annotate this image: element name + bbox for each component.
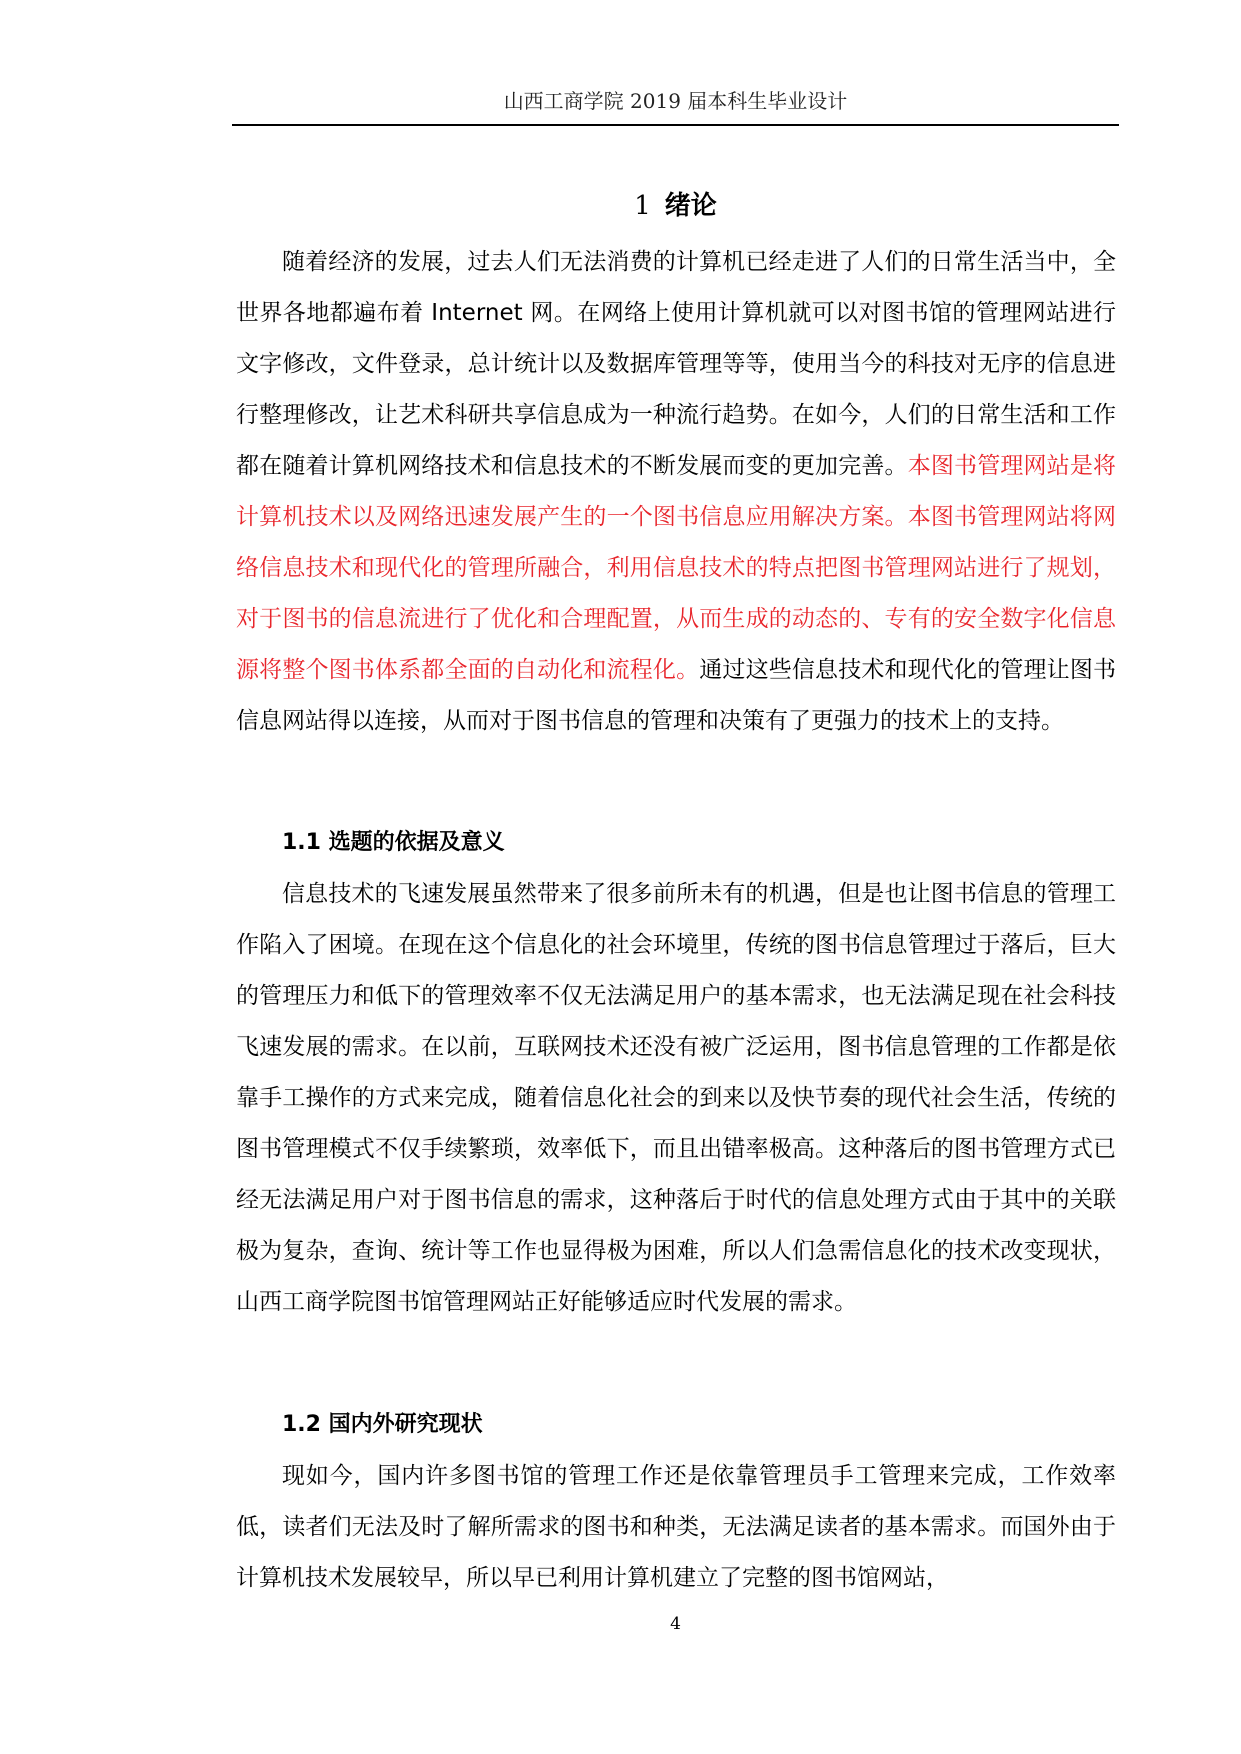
header-rule bbox=[232, 124, 1119, 126]
chapter-title bbox=[232, 186, 1119, 226]
chapter-title-text: 绪论 bbox=[664, 191, 717, 221]
section-1-1-title: 1.1 选题的依据及意义 bbox=[282, 830, 505, 855]
intro-text-c: 网。在网络上使用计算机就可以对图书馆的管理网站进行文字修改，文件登录，总计统计以及数据库管理等等，使用当今的科技对无序的信息进行整理修改，让艺术科研共享信息成为一种流行趋势。在如今，人们的日常生活和工作都在随着计算机网络技术和信息技术的不断发展而变的更加完善。 bbox=[236, 300, 1116, 479]
intro-paragraph bbox=[236, 237, 1116, 747]
section-1-1-paragraph: 信息技术的飞速发展虽然带来了很多前所未有的机遇，但是也让图书信息的管理工作陷入了困境。在现在这个信息化的社会环境里，传统的图书信息管理过于落后，巨大的管理压力和低下的管理效率不仅无法满足用户的基本需求，也无法满足现在社会科技飞速发展的需求。在以前，互联网技术还没有被广泛运用，图书信息管理的工作都是依靠手工操作的方式来完成，随着信息化社会的到来以及快节奏的现代社会生活，传统的图书管理模式不仅手续繁琐，效率低下，而且出错率极高。这种落后的图书管理方式已经无法满足用户对于图书信息的需求，这种落后于时代的信息处理方式由于其中的关联极为复杂，查询、统计等工作也显得极为困难，所以人们急需信息化的技术改变现状，山西工商学院图书馆管理网站正好能够适应时代发展的需求。 bbox=[236, 881, 1116, 1315]
intro-text-internet: Internet bbox=[431, 300, 523, 326]
section-1-2-title: 1.2 国内外研究现状 bbox=[282, 1412, 483, 1437]
intro-text-d: 通过这些信息技术和现代化的管理让图书信息网站得以连接，从而对于图书信息的管理和决策有了更强力的技术上的支持。 bbox=[236, 657, 1117, 734]
intro-text-a: 随着经济的发展，过去人们无法消费的计算机已经走进了人们的日常生活当中，全世界各地都遍布着 bbox=[236, 249, 1116, 326]
page-header: 山西工商学院 2019 届本科生毕业设计 bbox=[503, 89, 848, 113]
intro-highlighted-text: 本图书管理网站是将计算机技术以及网络迅速发展产生的一个图书信息应用解决方案。本图书管理网站将网络信息技术和现代化的管理所融合，利用信息技术的特点把图书管理网站进行了规划，对于图书的信息流进行了优化和合理配置，从而生成的动态的、专有的安全数字化信息源将整个图书体系都全面的自动化和流程化。 bbox=[236, 453, 1117, 683]
page-number: 4 bbox=[670, 1614, 681, 1634]
chapter-number: 1 bbox=[634, 191, 651, 221]
section-1-2-paragraph: 现如今，国内许多图书馆的管理工作还是依靠管理员手工管理来完成，工作效率低，读者们无法及时了解所需求的图书和种类，无法满足读者的基本需求。而国外由于计算机技术发展较早，所以早已利用计算机建立了完整的图书馆网站， bbox=[236, 1463, 1116, 1591]
